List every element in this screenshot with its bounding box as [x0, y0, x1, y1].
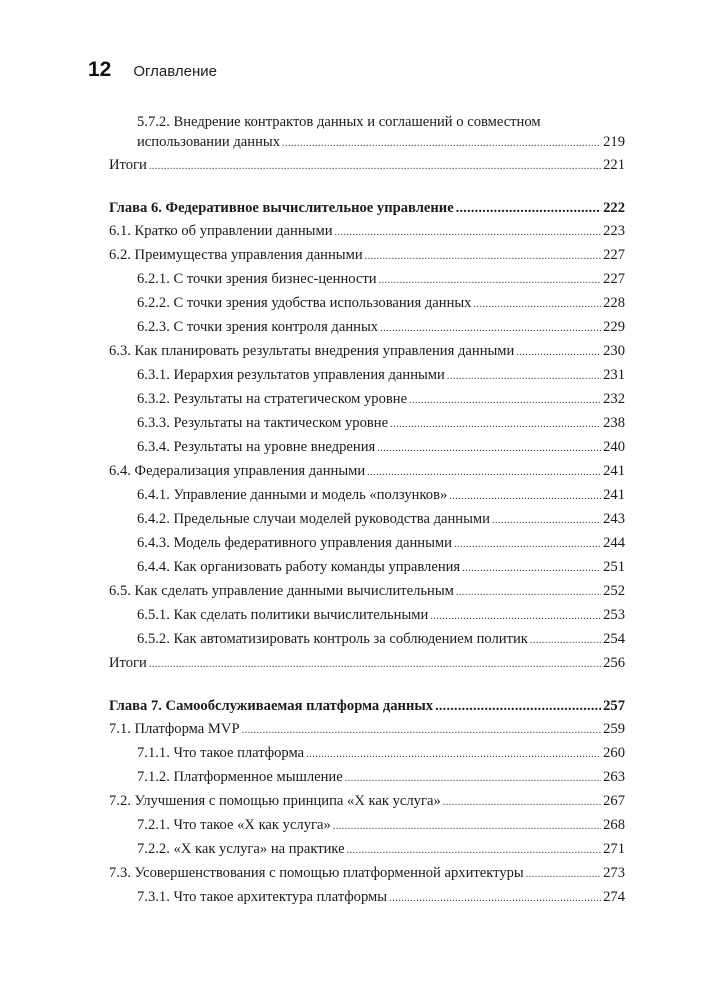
toc-entry-page: 227 [603, 247, 625, 263]
toc-entry[interactable] [137, 744, 625, 764]
dot-leader [447, 368, 601, 386]
toc-entry-title: 6.2. Преимущества управления данными [109, 247, 363, 263]
dot-leader [306, 746, 601, 764]
dot-leader [379, 272, 602, 290]
toc-entry-title: 7.1. Платформа MVP [109, 721, 240, 737]
dot-leader [282, 135, 601, 153]
toc-entry[interactable] [137, 486, 625, 506]
toc-chapter-title: Глава 6. Федеративное вычислительное управление [109, 200, 454, 216]
toc-entry[interactable] [137, 366, 625, 386]
dot-leader [242, 722, 602, 740]
dot-leader [367, 464, 601, 482]
dot-leader [390, 416, 601, 434]
toc-entry[interactable] [109, 792, 625, 812]
dot-leader [347, 842, 601, 860]
toc-entry-page: 241 [603, 487, 625, 503]
toc-entry-title: 6.3.3. Результаты на тактическом уровне [137, 415, 389, 431]
toc-entry[interactable] [109, 462, 625, 482]
toc-entry-page: 232 [603, 391, 625, 407]
toc-chapter-entry[interactable] [109, 199, 625, 218]
toc-entry-page: 223 [603, 223, 625, 239]
toc-entry[interactable] [109, 246, 625, 266]
toc-entry-title: 7.2.1. Что такое «X как услуга» [137, 817, 331, 833]
toc-entry[interactable] [137, 558, 625, 578]
toc-entry[interactable] [137, 606, 625, 626]
dot-leader [462, 560, 601, 578]
dot-leader [435, 698, 601, 716]
running-section-title: Оглавление [133, 63, 217, 80]
toc-entry[interactable] [137, 133, 625, 153]
toc-entry[interactable] [137, 840, 625, 860]
toc-entry[interactable] [137, 294, 625, 314]
toc-entry-title: 6.4.3. Модель федеративного управления данными [137, 535, 452, 551]
dot-leader [430, 608, 601, 626]
toc-entry[interactable] [109, 582, 625, 602]
toc-entry-page: 241 [603, 463, 625, 479]
dot-leader [443, 794, 601, 812]
toc-entry-page: 238 [603, 415, 625, 431]
toc-entry-page: 260 [603, 745, 625, 761]
toc-entry-page: 227 [603, 271, 625, 287]
toc-entry[interactable] [109, 342, 625, 362]
toc-entry-title: 7.2.2. «X как услуга» на практике [137, 841, 345, 857]
toc-entry-title: 6.4.4. Как организовать работу команды управления [137, 559, 461, 575]
dot-leader [454, 536, 601, 554]
toc-entry-page: 221 [603, 157, 625, 173]
dot-leader [456, 584, 601, 602]
toc-entry-page: 253 [603, 607, 625, 623]
dot-leader [389, 890, 601, 908]
toc-entry[interactable] [109, 864, 625, 884]
toc-entry[interactable] [137, 510, 625, 530]
dot-leader [526, 866, 601, 884]
toc-entry-title: 6.3. Как планировать результаты внедрения управления данными [109, 343, 515, 359]
toc-entry-title: 6.3.1. Иерархия результатов управления данными [137, 367, 445, 383]
toc-entry-page: 231 [603, 367, 625, 383]
toc-entry-title: 7.3. Усовершенствования с помощью платформенной архитектуры [109, 865, 524, 881]
toc-entry[interactable] [137, 768, 625, 788]
toc-entry-page: 230 [603, 343, 625, 359]
toc-entry-title: 6.5.2. Как автоматизировать контроль за соблюдением политик [137, 631, 528, 647]
dot-leader [456, 200, 601, 218]
toc-entry[interactable] [137, 270, 625, 290]
toc-entry-title: 6.1. Кратко об управлении данными [109, 223, 333, 239]
toc-entry[interactable] [137, 318, 625, 338]
dot-leader [345, 770, 601, 788]
toc-entry-title-line1: 5.7.2. Внедрение контрактов данных и соглашений о совместном [137, 114, 541, 130]
toc-entry-title: 6.4.1. Управление данными и модель «ползунков» [137, 487, 448, 503]
toc-entry[interactable] [137, 414, 625, 434]
toc-entry-page: 228 [603, 295, 625, 311]
toc-chapter-entry[interactable] [109, 697, 625, 716]
toc-entry-title: Итоги [109, 157, 147, 173]
toc-entry-page: 267 [603, 793, 625, 809]
toc-entry-page: 271 [603, 841, 625, 857]
dot-leader [333, 818, 601, 836]
toc-entry-page: 257 [603, 698, 625, 714]
dot-leader [380, 320, 601, 338]
dot-leader [492, 512, 601, 530]
toc-entry-title: 7.1.2. Платформенное мышление [137, 769, 343, 785]
toc-entry-page: 240 [603, 439, 625, 455]
toc-entry-title: 6.5.1. Как сделать политики вычислительными [137, 607, 429, 623]
toc-entry-page: 259 [603, 721, 625, 737]
toc-entry-title: 6.4.2. Предельные случаи моделей руководства данными [137, 511, 490, 527]
toc-entry-title: 7.3.1. Что такое архитектура платформы [137, 889, 388, 905]
toc-entry-title: 6.2.3. С точки зрения контроля данных [137, 319, 379, 335]
toc-entry[interactable] [137, 888, 625, 908]
toc-entry-page: 273 [603, 865, 625, 881]
toc-entry-page: 243 [603, 511, 625, 527]
dot-leader [473, 296, 601, 314]
page-number: 12 [88, 58, 112, 81]
toc-entry[interactable] [137, 816, 625, 836]
toc-entry-page: 252 [603, 583, 625, 599]
toc-entry-page: 263 [603, 769, 625, 785]
toc-entry[interactable] [109, 156, 625, 176]
toc-entry[interactable] [109, 720, 625, 740]
toc-entry-page: 222 [603, 200, 625, 216]
toc-entry-title: 6.3.4. Результаты на уровне внедрения [137, 439, 376, 455]
dot-leader [530, 632, 601, 650]
toc-entry-title: 7.2. Улучшения с помощью принципа «X как услуга» [109, 793, 441, 809]
dot-leader [149, 158, 601, 176]
toc-entry[interactable] [137, 390, 625, 410]
toc-entry-title: Итоги [109, 655, 147, 671]
dot-leader [449, 488, 601, 506]
toc-entry[interactable] [137, 438, 625, 458]
toc-entry[interactable] [109, 222, 625, 242]
dot-leader [365, 248, 601, 266]
dot-leader [516, 344, 601, 362]
toc-chapter-title: Глава 7. Самообслуживаемая платформа данных [109, 698, 434, 714]
toc-entry-title: 6.4. Федерализация управления данными [109, 463, 366, 479]
toc-entry-title: 6.5. Как сделать управление данными вычислительным [109, 583, 454, 599]
toc-entry-title: 6.2.1. С точки зрения бизнес-ценности [137, 271, 377, 287]
dot-leader [149, 656, 601, 674]
toc-entry-page: 219 [603, 134, 625, 150]
toc-entry[interactable] [109, 654, 625, 674]
toc-entry-page: 268 [603, 817, 625, 833]
toc-entry[interactable] [137, 534, 625, 554]
running-header [88, 58, 217, 82]
toc-entry-page: 256 [603, 655, 625, 671]
dot-leader [409, 392, 601, 410]
toc-entry-title: использовании данных [137, 134, 280, 150]
toc-entry-title: 6.2.2. С точки зрения удобства использования данных [137, 295, 472, 311]
toc-entry-title: 7.1.1. Что такое платформа [137, 745, 305, 761]
dot-leader [377, 440, 601, 458]
toc-entry-page: 254 [603, 631, 625, 647]
toc-entry-page: 251 [603, 559, 625, 575]
toc-entry-page: 244 [603, 535, 625, 551]
dot-leader [335, 224, 602, 242]
toc-entry-title: 6.3.2. Результаты на стратегическом уровне [137, 391, 408, 407]
toc-entry[interactable] [137, 630, 625, 650]
toc-entry-page: 274 [603, 889, 625, 905]
toc-entry-page: 229 [603, 319, 625, 335]
